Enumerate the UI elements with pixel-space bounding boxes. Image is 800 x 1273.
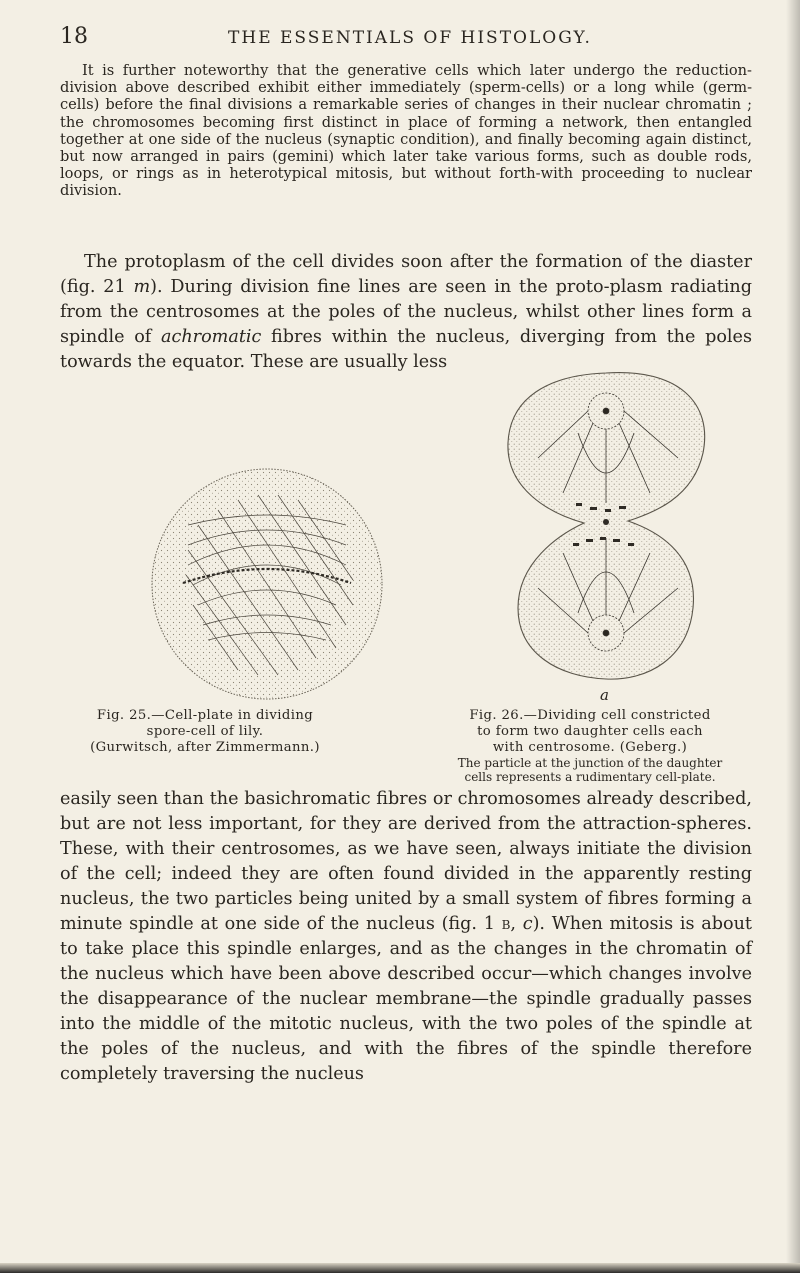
term-achromatic: achromatic	[160, 327, 262, 347]
figure-26-note-line-2: cells represents a rudimentary cell-plate.	[464, 770, 716, 784]
para3-text-1: easily seen than the basichromatic fibres or chromosomes already described, but are not less important, for they are derived from the attraction-spheres. These, with their centrosomes, as we have seen, always initiate the division of the cell; indeed they are often found divided in the apparently resting nucleus, the two particles being united by a small system of fibres forming a minute spindle at one side of the nucleus (fig. 1	[60, 789, 752, 934]
figure-25-cell-plate	[148, 465, 386, 703]
fig-ref-c: c	[522, 914, 533, 934]
figure-25-caption-line-3: (Gurwitsch, after Zimmermann.)	[90, 740, 320, 755]
para2-text-2: ). During division fine lines are seen in the proto-plasm radiating from the centrosomes at the poles of the nucleus, whilst other lines form a spindle of	[60, 277, 752, 347]
page-bottom-edge	[0, 1263, 800, 1273]
paragraph-reduction-division: It is further noteworthy that the generative cells which later undergo the reduction-division above described exhibit either immediately (sperm-cells) or a long while (germ-cells) before the final divisions a remarkable series of changes in their nuclear chromatin ; the chromosomes becoming first distinct in place of forming a network, then entangled together at one side of the nucleus (synaptic condition), and finally becoming again distinct, but now arranged in pairs (gemini) which later take various forms, such as double rods, loops, or rings as in heterotypical mitosis, but without forth-with proceeding to nuclear division.	[60, 62, 752, 200]
para3-text-2: ). When mitosis is about to take place this spindle enlarges, and as the changes in the chromatin of the nucleus which have been above described occur—which changes involve the disappearance of the nuclear membrane—the spindle gradually passes into the middle of the mitotic nucleus, with the two poles of the spindle at the poles of the nucleus, and with the fibres of the spindle therefore completely traversing the nucleus	[60, 914, 752, 1084]
figure-26-caption-line-1: Fig. 26.—Dividing cell constricted	[469, 708, 711, 723]
paragraph-attraction-spheres: easily seen than the basichromatic fibres or chromosomes already described, but are not less important, for they are derived from the attraction-spheres. These, with their centrosomes, as we have seen, always initiate the division of the cell; indeed they are often found divided in the apparently resting nucleus, the two particles being united by a small system of fibres forming a minute spindle at one side of the nucleus (fig. 1 b, c). When mitosis is about to take place this spindle enlarges, and as the changes in the chromatin of the nucleus which have been above described occur—which changes involve the disappearance of the nuclear membrane—the spindle gradually passes into the middle of the mitotic nucleus, with the two poles of the spindle at the poles of the nucleus, and with the fibres of the spindle therefore completely traversing the nucleus	[60, 789, 752, 1084]
running-title: THE ESSENTIALS OF HISTOLOGY.	[228, 28, 592, 48]
para2-text-1: The protoplasm of the cell divides soon after the formation of the diaster (fig. 21	[60, 252, 752, 297]
figure-26-dividing-cell	[478, 363, 734, 685]
fig-ref-b: b	[501, 914, 511, 934]
figure-25-caption	[60, 708, 350, 756]
fig-ref-m: m	[133, 277, 151, 297]
figure-26-note-line-1: The particle at the junction of the daughter	[457, 756, 723, 770]
figure-26-caption-line-3: with centrosome. (Geberg.)	[492, 740, 688, 755]
figure-25-caption-line-2: spore-cell of lily.	[146, 724, 264, 739]
figure-26-caption-line-2: to form two daughter cells each	[477, 724, 703, 739]
para2-text-3: fibres within the nucleus, diverging from the poles towards the equator. These are usually less	[60, 327, 752, 372]
paragraph-protoplasm-division	[60, 250, 752, 375]
page-edge-shadow	[786, 0, 800, 1273]
page-number: 18	[60, 24, 88, 49]
figure-26-label: a	[600, 686, 609, 704]
page-header	[60, 24, 760, 54]
figure-25-caption-line-1: Fig. 25.—Cell-plate in dividing	[96, 708, 314, 723]
figure-26-caption	[420, 708, 760, 784]
